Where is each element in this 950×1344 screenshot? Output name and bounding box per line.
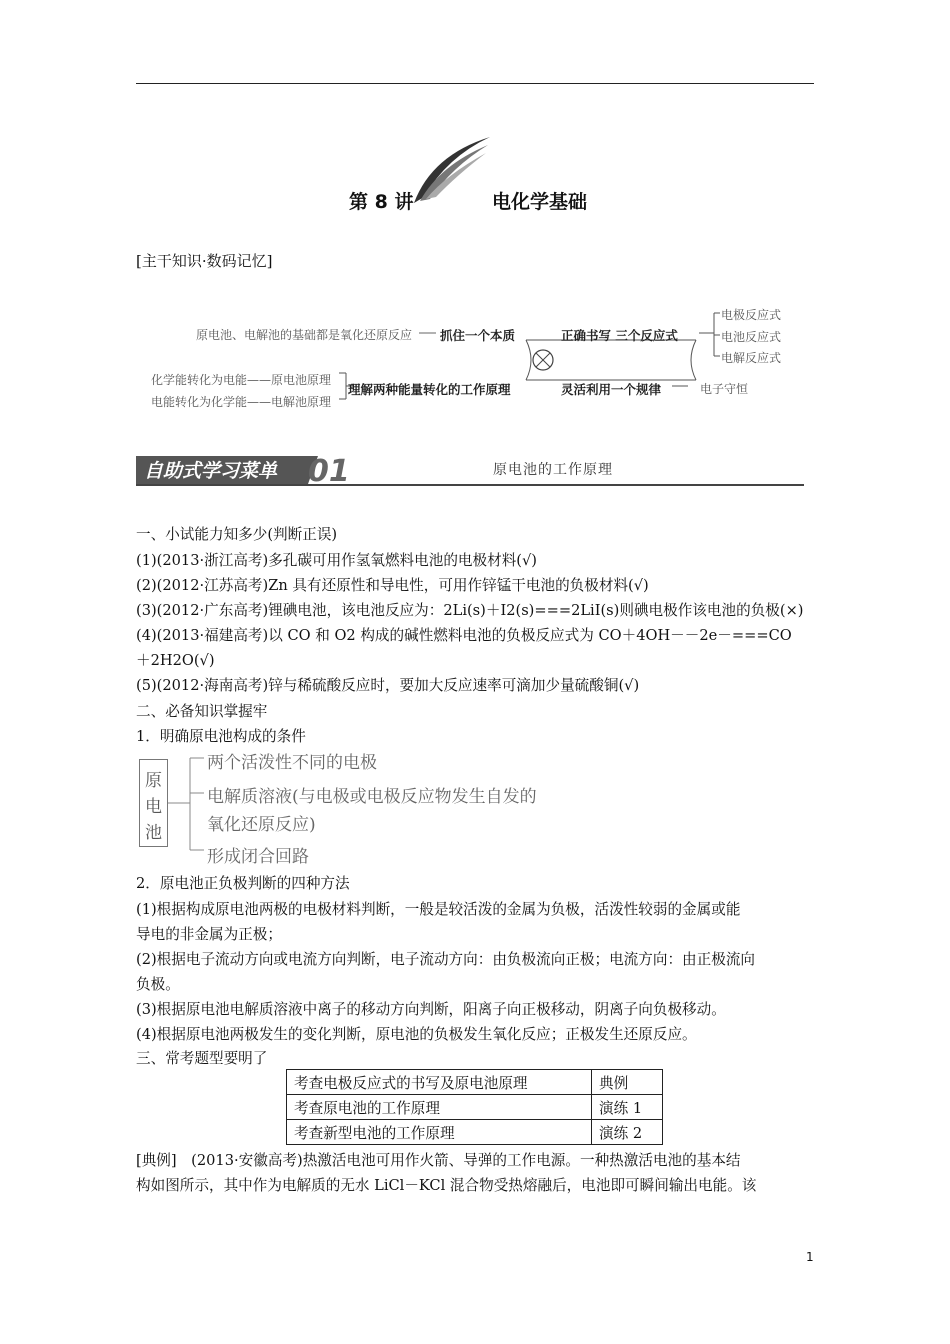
subheading-methods: 2．原电池正负极判断的四种方法 [136, 875, 350, 892]
condition-char-2: 电 [145, 797, 162, 817]
table-cell: 典例 [592, 1070, 663, 1095]
method-2: (2)根据电子流动方向或电流方向判断，电子流动方向：由负极流向正极；电流方向：由正极流向 [136, 951, 756, 968]
method-2-cont: 负极。 [136, 976, 180, 993]
condition-box [139, 759, 168, 847]
example-intro: [典例] (2013·安徽高考)热激活电池可用作火箭、导弹的工作电源。一种热激活电池的基本结 [136, 1152, 741, 1169]
mindmap-left-top: 原电池、电解池的基础都是氧化还原反应 [196, 328, 413, 342]
condition-item-1: 两个活泼性不同的电极 [207, 753, 377, 773]
method-4: (4)根据原电池两极发生的变化判断，原电池的负极发生氧化反应；正极发生还原反应。 [136, 1026, 697, 1043]
judge-item-1: (1)(2013·浙江高考)多孔碳可用作氢氧燃料电池的电极材料(√) [136, 552, 537, 569]
table-row [287, 1095, 663, 1120]
mindmap-left-bottom-2: 电能转化为化学能——电解池原理 [151, 395, 332, 409]
page-number: 1 [806, 1250, 814, 1264]
method-1: (1)根据构成原电池两极的电极材料判断，一般是较活泼的金属为负极，活泼性较弱的金属或能 [136, 901, 741, 918]
banner-title: 原电池的工作原理 [493, 462, 613, 478]
condition-item-2: 电解质溶液(与电极或电极反应物发生自发的 [207, 787, 537, 807]
mindmap-leaf-electrolysis: 电解反应式 [721, 351, 782, 365]
heading-2: 二、必备知识掌握牢 [136, 703, 268, 720]
section-label: [主干知识·数码记忆] [136, 252, 273, 270]
lecture-title: 电化学基础 [492, 191, 588, 213]
table-cell: 演练 2 [592, 1120, 663, 1145]
swoosh-decoration [412, 135, 492, 205]
condition-char-1: 原 [145, 771, 162, 791]
mindmap-leaf-electrode: 电极反应式 [721, 308, 782, 322]
judge-item-2: (2)(2012·江苏高考)Zn 具有还原性和导电性，可用作锌锰干电池的负极材料(√) [136, 577, 649, 594]
mindmap-right-top: 正确书写 三个反应式 [561, 328, 678, 343]
table-cell: 考查原电池的工作原理 [287, 1095, 592, 1120]
lecture-number: 第 8 讲 [349, 191, 414, 213]
condition-char-3: 池 [145, 823, 162, 843]
table-row [287, 1070, 663, 1095]
judge-item-3: (3)(2012·广东高考)锂碘电池，该电池反应为：2Li(s)＋I2(s)===2LiI(s)则碘电极作该电池的负极(×) [136, 602, 804, 619]
mindmap-center-bottom: 理解两种能量转化的工作原理 [348, 382, 511, 397]
table-cell: 考查电极反应式的书写及原电池原理 [287, 1070, 592, 1095]
judge-item-4: (4)(2013·福建高考)以 CO 和 O2 构成的碱性燃料电池的负极反应式为 CO＋4OH－－2e－===CO [136, 627, 792, 644]
judge-item-5: (5)(2012·海南高考)锌与稀硫酸反应时，要加大反应速率可滴加少量硫酸铜(√) [136, 677, 640, 694]
table-cell: 演练 1 [592, 1095, 663, 1120]
condition-item-3: 形成闭合回路 [207, 847, 309, 867]
method-3: (3)根据原电池电解质溶液中离子的移动方向判断，阳离子向正极移动，阴离子向负极移动。 [136, 1001, 726, 1018]
table-row [287, 1120, 663, 1145]
mindmap-left-bottom-1: 化学能转化为电能——原电池原理 [151, 373, 332, 387]
header-rule [136, 83, 814, 84]
question-type-table [286, 1069, 663, 1145]
condition-item-2-cont: 氧化还原反应) [207, 815, 316, 835]
mindmap-leaf-electron: 电子守恒 [700, 382, 749, 396]
mindmap-center-top: 抓住一个本质 [440, 328, 516, 343]
method-1-cont: 导电的非金属为正极； [136, 926, 282, 943]
condition-brace [168, 750, 208, 860]
table-cell: 考查新型电池的工作原理 [287, 1120, 592, 1145]
judge-item-4-cont: ＋2H2O(√) [136, 652, 215, 669]
section-banner [136, 450, 804, 488]
heading-3: 三、常考题型要明了 [136, 1050, 268, 1067]
banner-number: 01 [308, 454, 350, 488]
mindmap-right-bottom: 灵活利用一个规律 [561, 382, 662, 397]
banner-tag: 自助式学习菜单 [144, 460, 278, 482]
heading-1: 一、小试能力知多少(判断正误) [136, 526, 338, 543]
subheading-conditions: 1．明确原电池构成的条件 [136, 728, 306, 745]
mindmap-leaf-battery: 电池反应式 [721, 330, 782, 344]
example-intro-cont: 构如图所示，其中作为电解质的无水 LiCl－KCl 混合物受热熔融后，电池即可瞬间输出电能。该 [136, 1177, 757, 1194]
